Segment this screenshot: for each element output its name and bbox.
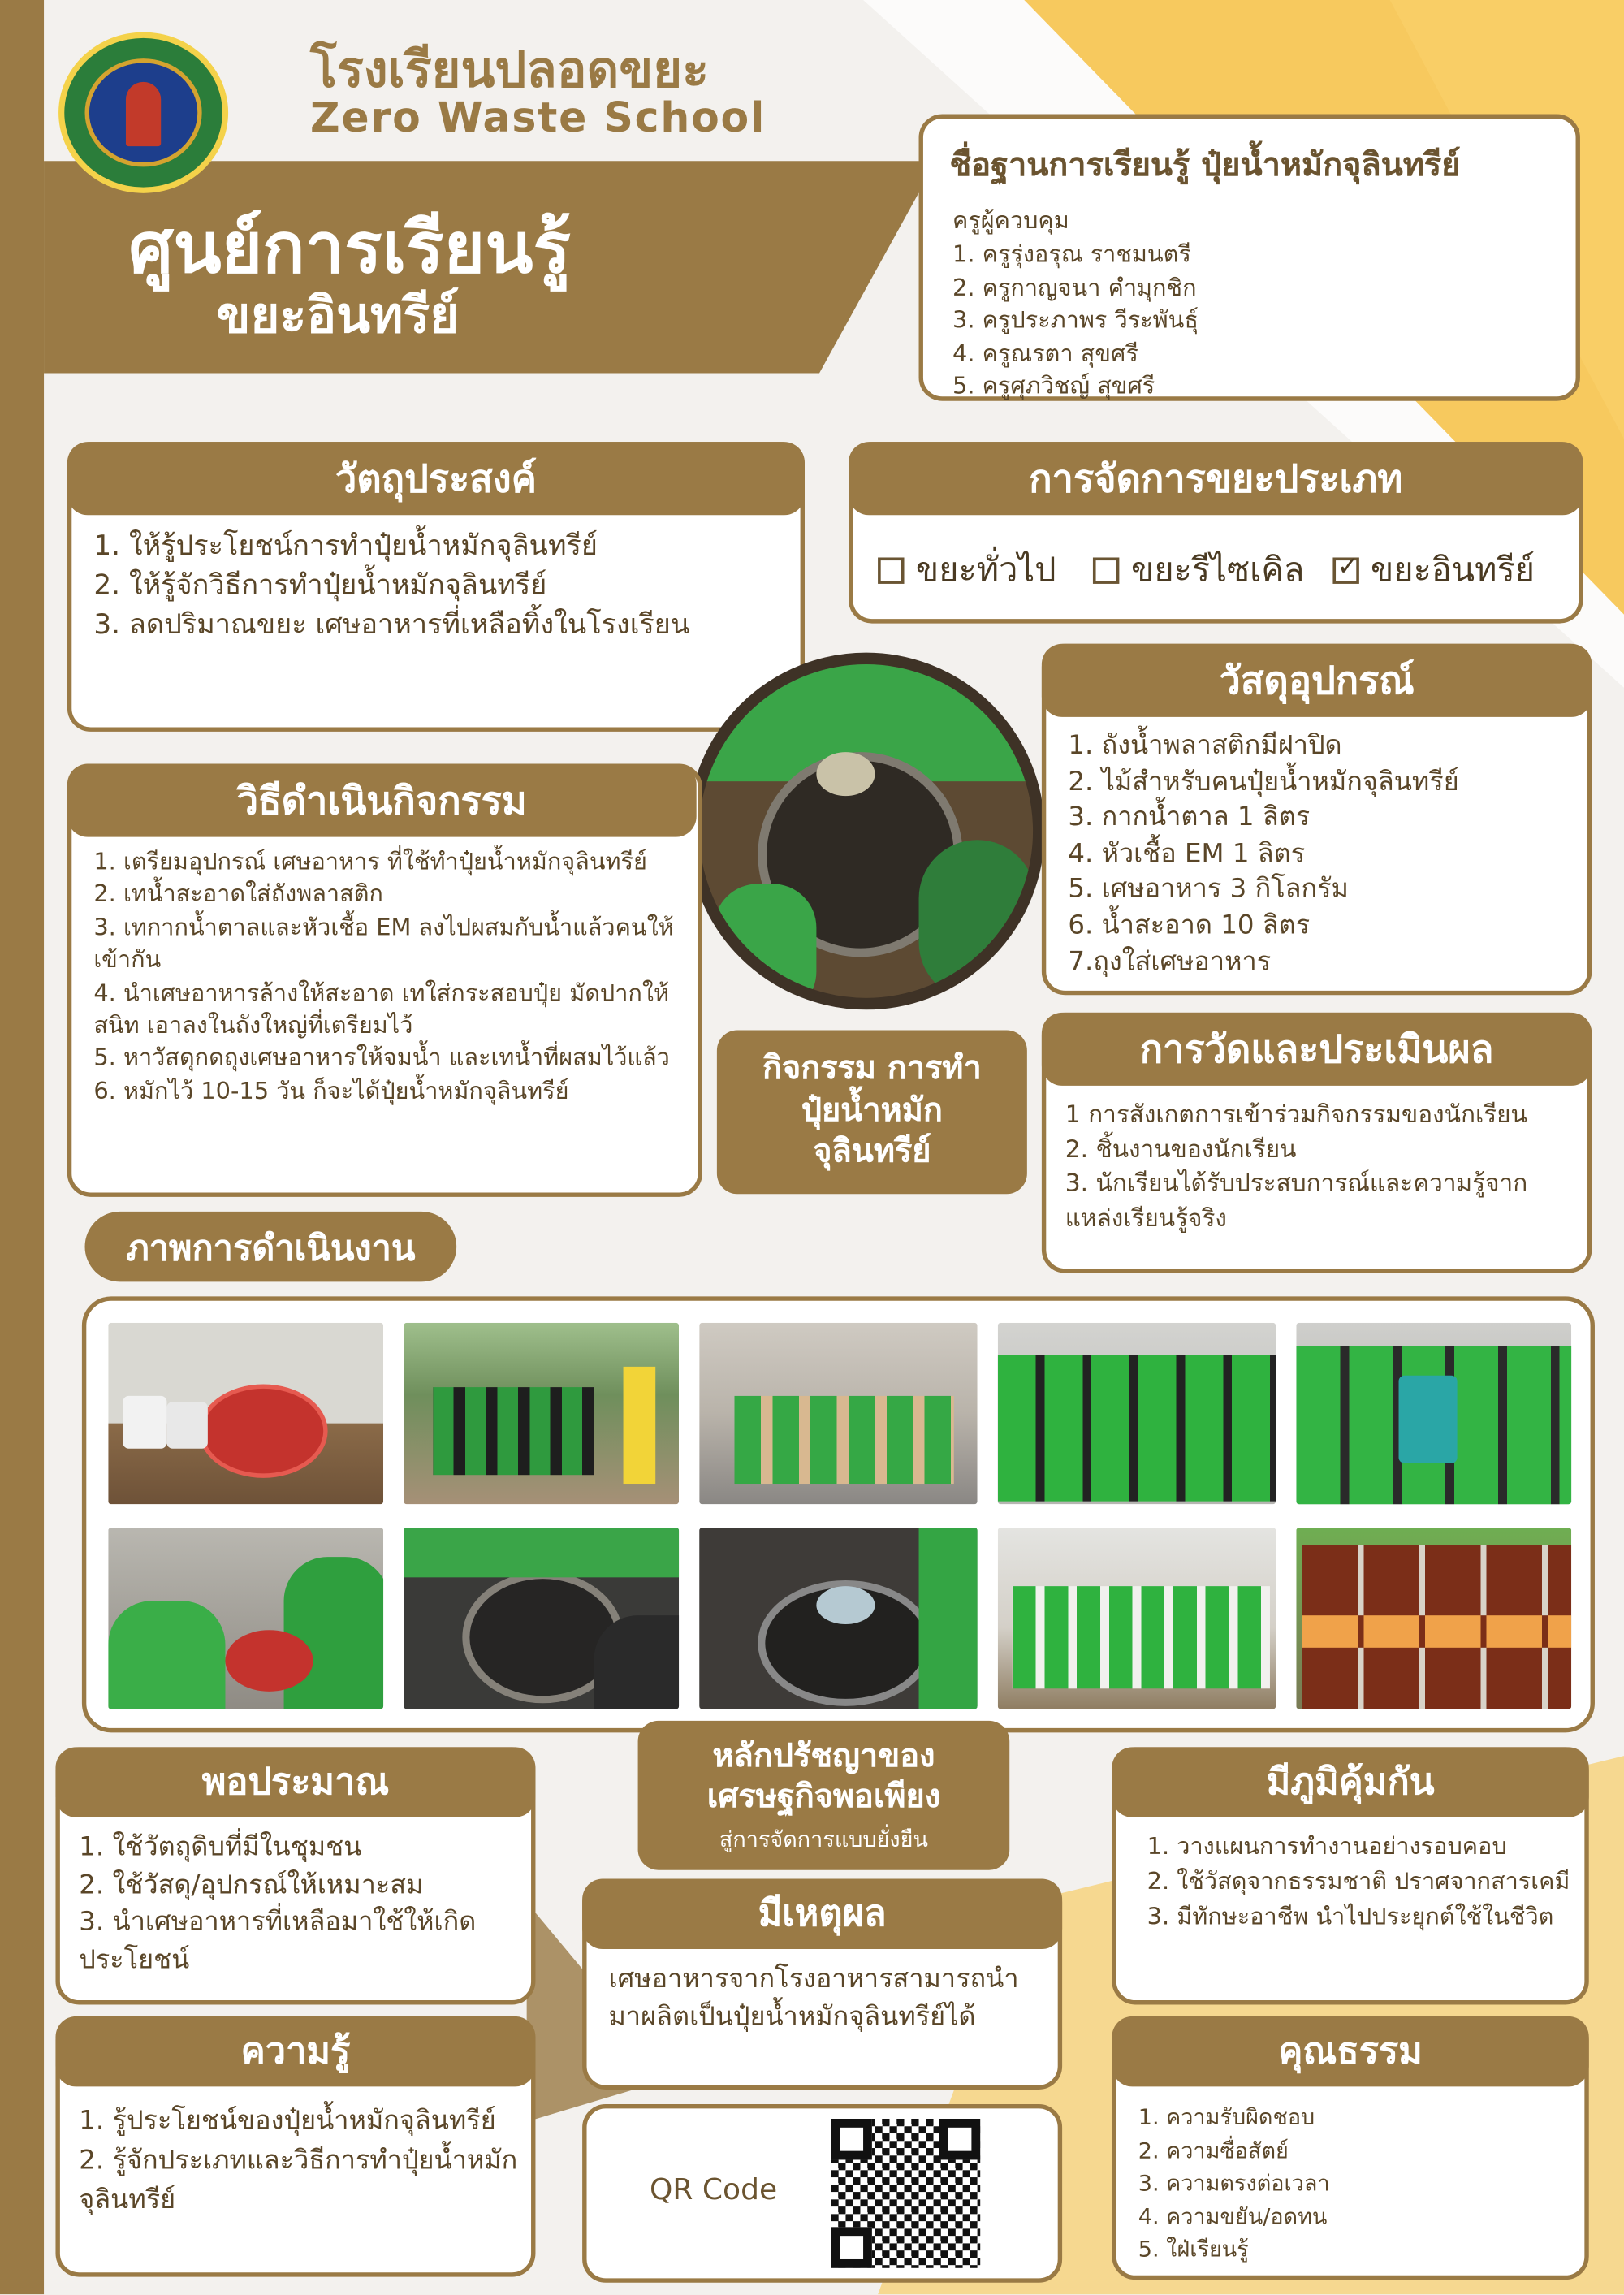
waste-types-title: การจัดการขยะประเภท xyxy=(849,442,1583,515)
list-item: 4. นำเศษอาหารล้างให้สะอาด เทใส่กระสอบปุ๋ย มัดปากให้สนิท เอาลงในถังใหญ่ที่เตรียมไว้ xyxy=(93,978,669,1039)
philosophy-title: หลักปรัชญาของเศรษฐกิจพอเพียง xyxy=(706,1737,941,1817)
list-item: 3. ความตรงต่อเวลา xyxy=(1138,2170,1330,2197)
photo-hands-over-bucket xyxy=(697,1524,981,1712)
option-general[interactable]: ขยะทั่วไป xyxy=(878,551,1056,590)
list-item: 1. เตรียมอุปกรณ์ เศษอาหาร ที่ใช้ทำปุ๋ยน้ำหมักจุลินทรีย์ xyxy=(93,847,647,875)
methods-list xyxy=(93,845,685,1108)
list-item: 6. น้ำสะอาด 10 ลิตร xyxy=(1068,910,1311,941)
philosophy-subtitle: สู่การจัดการแบบยั่งยืน xyxy=(719,1826,928,1852)
option-recycle[interactable]: ขยะรีไซเคิล xyxy=(1093,551,1304,590)
list-item: 5. ใฝ่เรียนรู้ xyxy=(1138,2236,1249,2263)
photo-pouring-into-bucket xyxy=(401,1524,682,1712)
list-item: 2. รู้จักประเภทและวิธีการทำปุ๋ยน้ำหมักจุลินทรีย์ xyxy=(79,2145,518,2215)
list-item: 2. ให้รู้จักวิธีการทำปุ๋ยน้ำหมักจุลินทรีย์ xyxy=(93,568,547,602)
list-item: 7.ถุงใส่เศษอาหาร xyxy=(1068,945,1272,977)
teacher-item: 4. ครูณรตา สุขศรี xyxy=(952,339,1138,367)
list-item: 3. กากน้ำตาล 1 ลิตร xyxy=(1068,802,1311,833)
teacher-item: 2. ครูกาญจนา คำมุกชิก xyxy=(952,273,1197,301)
list-item: 1 การสังเกตการเข้าร่วมกิจกรรมของนักเรียน xyxy=(1065,1100,1527,1129)
immunity-title: มีภูมิคุ้มกัน xyxy=(1112,1747,1588,1817)
photo-students-stirring-bucket xyxy=(995,1320,1279,1507)
checkbox-icon[interactable] xyxy=(878,557,904,583)
list-item: 2. ไม้สำหรับคนปุ๋ยน้ำหมักจุลินทรีย์ xyxy=(1068,766,1459,797)
list-item: 4. ความขยัน/อดทน xyxy=(1138,2202,1328,2230)
center-title: ศูนย์การเรียนรู้ xyxy=(128,207,571,290)
list-item: 3. เทกากน้ำตาลและหัวเชื้อ EM ลงไปผสมกับน้ำแล้วคนให้เข้ากัน xyxy=(93,912,674,974)
list-item: 1. ใช้วัตถุดิบที่มีในชุมชน xyxy=(79,1831,362,1863)
list-item: 3. ลดปริมาณขยะ เศษอาหารที่เหลือทิ้งในโรงเรียน xyxy=(93,608,690,642)
photo-group-photo xyxy=(995,1524,1279,1712)
list-item: 2. ชิ้นงานของนักเรียน xyxy=(1065,1135,1297,1163)
option-organic[interactable]: ✓ ขยะอินทรีย์ xyxy=(1332,551,1535,590)
knowledge-list xyxy=(79,2101,518,2219)
school-logo xyxy=(58,32,228,193)
list-item: 1. ความรับผิดชอบ xyxy=(1138,2103,1315,2131)
activity-label: กิจกรรม การทำปุ๋ยน้ำหมักจุลินทรีย์ xyxy=(717,1030,1027,1194)
teacher-item: 1. ครูรุ่งอรุณ ราชมนตรี xyxy=(952,240,1191,268)
checked-checkbox-icon[interactable]: ✓ xyxy=(1332,557,1358,583)
list-item: 3. นำเศษอาหารที่เหลือมาใช้ให้เกิดประโยชน์ xyxy=(79,1906,477,1975)
center-subtitle: ขยะอินทรีย์ xyxy=(216,287,460,346)
list-item: 3. มีทักษะอาชีพ นำไปประยุกต์ใช้ในชีวิต xyxy=(1147,1902,1554,1930)
gallery-title: ภาพการดำเนินงาน xyxy=(85,1212,457,1281)
list-item: 1. ถังน้ำพลาสติกมีฝาปิด xyxy=(1068,730,1342,761)
materials-title: วัสดุอุปกรณ์ xyxy=(1042,644,1592,717)
teachers-list xyxy=(952,239,1199,404)
station-box xyxy=(919,115,1580,401)
center-photo xyxy=(688,653,1045,1010)
checkbox-icon[interactable] xyxy=(1093,557,1119,583)
list-item: 2. ใช้วัสดุ/อุปกรณ์ให้เหมาะสม xyxy=(79,1869,424,1900)
photo-food-scraps-basin xyxy=(106,1320,387,1507)
station-title: ชื่อฐานการเรียนรู้ ปุ๋ยน้ำหมักจุลินทรีย์ xyxy=(949,147,1461,185)
virtue-title: คุณธรรม xyxy=(1112,2016,1588,2086)
list-item: 1. ให้รู้ประโยชน์การทำปุ๋ยน้ำหมักจุลินทรีย์ xyxy=(93,529,598,562)
list-item: 4. หัวเชื้อ EM 1 ลิตร xyxy=(1068,838,1306,869)
list-item: 5. หาวัสดุกดถุงเศษอาหารให้จมน้ำ และเทน้ำที่ผสมไว้แล้ว xyxy=(93,1044,670,1072)
photo-students-around-tank xyxy=(1294,1320,1574,1507)
moderation-list xyxy=(79,1829,518,1978)
philosophy-box xyxy=(638,1721,1010,1870)
reasonableness-title: มีเหตุผล xyxy=(582,1879,1062,1949)
list-item: 5. เศษอาหาร 3 กิโลกรัม xyxy=(1068,874,1349,905)
photo-fertilizer-bottles xyxy=(1294,1524,1574,1712)
list-item: 3. นักเรียนได้รับประสบการณ์และความรู้จากแหล่งเรียนรู้จริง xyxy=(1065,1169,1528,1232)
materials-list xyxy=(1068,728,1458,980)
qr-code-icon[interactable] xyxy=(825,2113,986,2274)
list-item: 1. วางแผนการทำงานอย่างรอบคอบ xyxy=(1147,1831,1507,1861)
evaluation-title: การวัดและประเมินผล xyxy=(1042,1013,1592,1086)
methods-title: วิธีดำเนินกิจกรรม xyxy=(67,764,697,837)
waste-types-options xyxy=(878,544,1535,597)
immunity-list xyxy=(1147,1829,1572,1934)
photo-students-outdoors xyxy=(401,1320,682,1507)
school-name-en: Zero Waste School xyxy=(309,93,767,142)
photo-students-sitting-mixing xyxy=(697,1320,981,1507)
list-item: 1. รู้ประโยชน์ของปุ๋ยน้ำหมักจุลินทรีย์ xyxy=(79,2105,496,2137)
virtue-list xyxy=(1138,2101,1330,2266)
objectives-title: วัตถุประสงค์ xyxy=(67,442,805,515)
qr-label: QR Code xyxy=(649,2171,778,2207)
teacher-item: 3. ครูประภาพร วีระพันธุ์ xyxy=(952,305,1199,334)
list-item: 2. ใช้วัสดุจากธรรมชาติ ปราศจากสารเคมี xyxy=(1147,1867,1570,1895)
list-item: 6. หมักไว้ 10-15 วัน ก็จะได้ปุ๋ยน้ำหมักจุลินทรีย์ xyxy=(93,1076,569,1105)
school-name-th: โรงเรียนปลอดขยะ xyxy=(309,41,710,100)
reasonableness-text: เศษอาหารจากโรงอาหารสามารถนำมาผลิตเป็นปุ๋ยน้ำหมักจุลินทรีย์ได้ xyxy=(608,1964,1019,2033)
evaluation-list xyxy=(1065,1097,1563,1235)
teacher-item: 5. ครูศุภวิชญ์ สุขศรี xyxy=(952,371,1155,400)
list-item: 2. เทน้ำสะอาดใส่ถังพลาสติก xyxy=(93,880,383,908)
list-item: 2. ความซื่อสัตย์ xyxy=(1138,2137,1289,2163)
moderation-title: พอประมาณ xyxy=(55,1747,535,1817)
photo-boys-washing-scraps xyxy=(106,1524,387,1712)
objectives-list xyxy=(93,527,689,646)
knowledge-title: ความรู้ xyxy=(55,2016,535,2086)
teachers-label: ครูผู้ควบคุม xyxy=(952,206,1069,235)
